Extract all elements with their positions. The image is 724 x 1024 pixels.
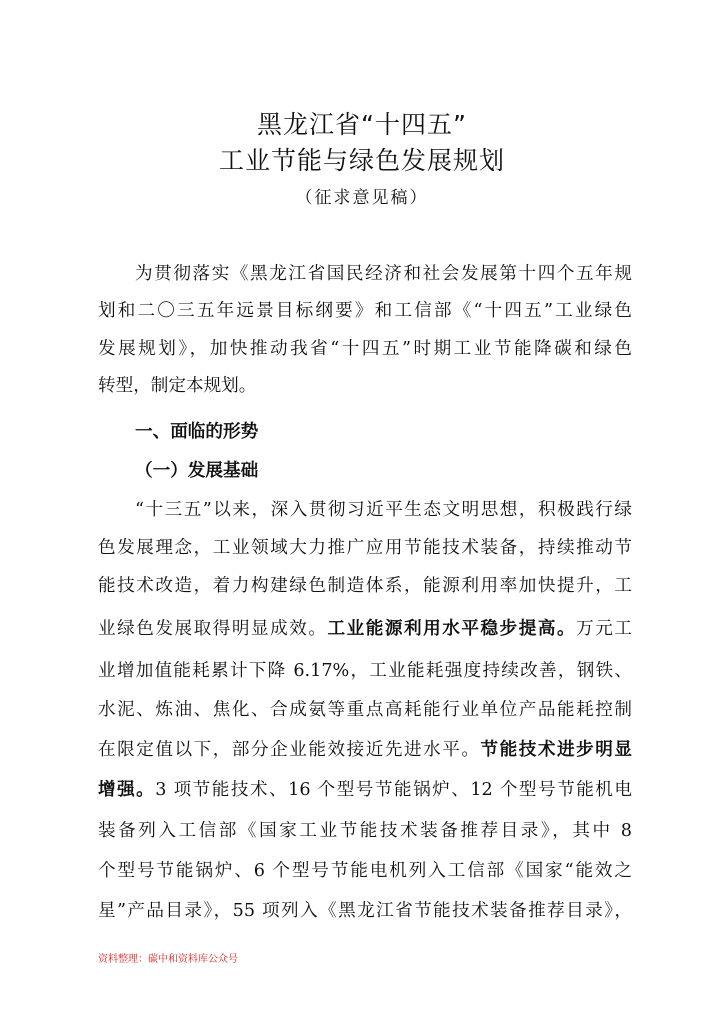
body-text: 业绿色发展取得明显成效。 [98, 619, 328, 639]
body-line-2: 色发展理念，工业领域大力推广应用节能技术装备，持续推动节 [98, 538, 632, 558]
document-subtitle: （征求意见稿） [295, 188, 429, 208]
intro-line-1: 为贯彻落实《黑龙江省国民经济和社会发展第十四个五年规 [135, 264, 632, 284]
bold-highlight: 工业能源利用水平稳步提高。 [327, 618, 577, 639]
body-line-1: “十三五”以来，深入贯彻习近平生态文明思想，积极践行绿 [135, 500, 632, 520]
body-line-6: 水泥、炼油、焦化、合成氨等重点高耗能行业单位产品能耗控制 [98, 700, 632, 720]
body-line-8 [98, 779, 632, 801]
source-footer: 资料整理：碳中和资料库公众号 [98, 954, 238, 965]
bold-highlight: 增强。 [98, 779, 156, 800]
document-title-line-2: 工业节能与绿色发展规划 [218, 146, 505, 175]
body-line-4 [98, 618, 632, 640]
body-text: 在限定值以下，部分企业能效接近先进水平。 [98, 740, 481, 760]
body-line-3: 能技术改造，着力构建绿色制造体系，能源利用率加快提升，工 [98, 576, 632, 596]
intro-line-4: 转型，制定本规划。 [98, 376, 257, 396]
body-line-11: 星”产品目录》，55 项列入《黑龙江省节能技术装备推荐目录》， [98, 901, 632, 921]
body-line-9: 装备列入工信部《国家工业节能技术装备推荐目录》，其中 8 [98, 821, 632, 841]
body-text: 3 项节能技术、16 个型号节能锅炉、12 个型号节能机电 [155, 780, 632, 800]
intro-line-3: 发展规划》，加快推动我省“十四五”时期工业节能降碳和绿色 [98, 339, 632, 359]
document-title-line-1: 黑龙江省“十四五” [257, 110, 467, 139]
body-line-5: 业增加值能耗累计下降 6.17%，工业能耗强度持续改善，钢铁、 [98, 661, 632, 681]
body-text: 万元工 [576, 619, 632, 639]
subsection-heading: （一）发展基础 [135, 460, 259, 481]
body-line-10: 个型号节能锅炉、6 个型号节能电机列入工信部《国家“能效之 [98, 861, 632, 881]
body-line-7 [98, 739, 632, 761]
bold-highlight: 节能技术进步明显 [480, 739, 632, 760]
section-heading: 一、面临的形势 [135, 422, 259, 442]
intro-line-2: 划和二〇三五年远景目标纲要》和工信部《“十四五”工业绿色 [98, 301, 632, 321]
